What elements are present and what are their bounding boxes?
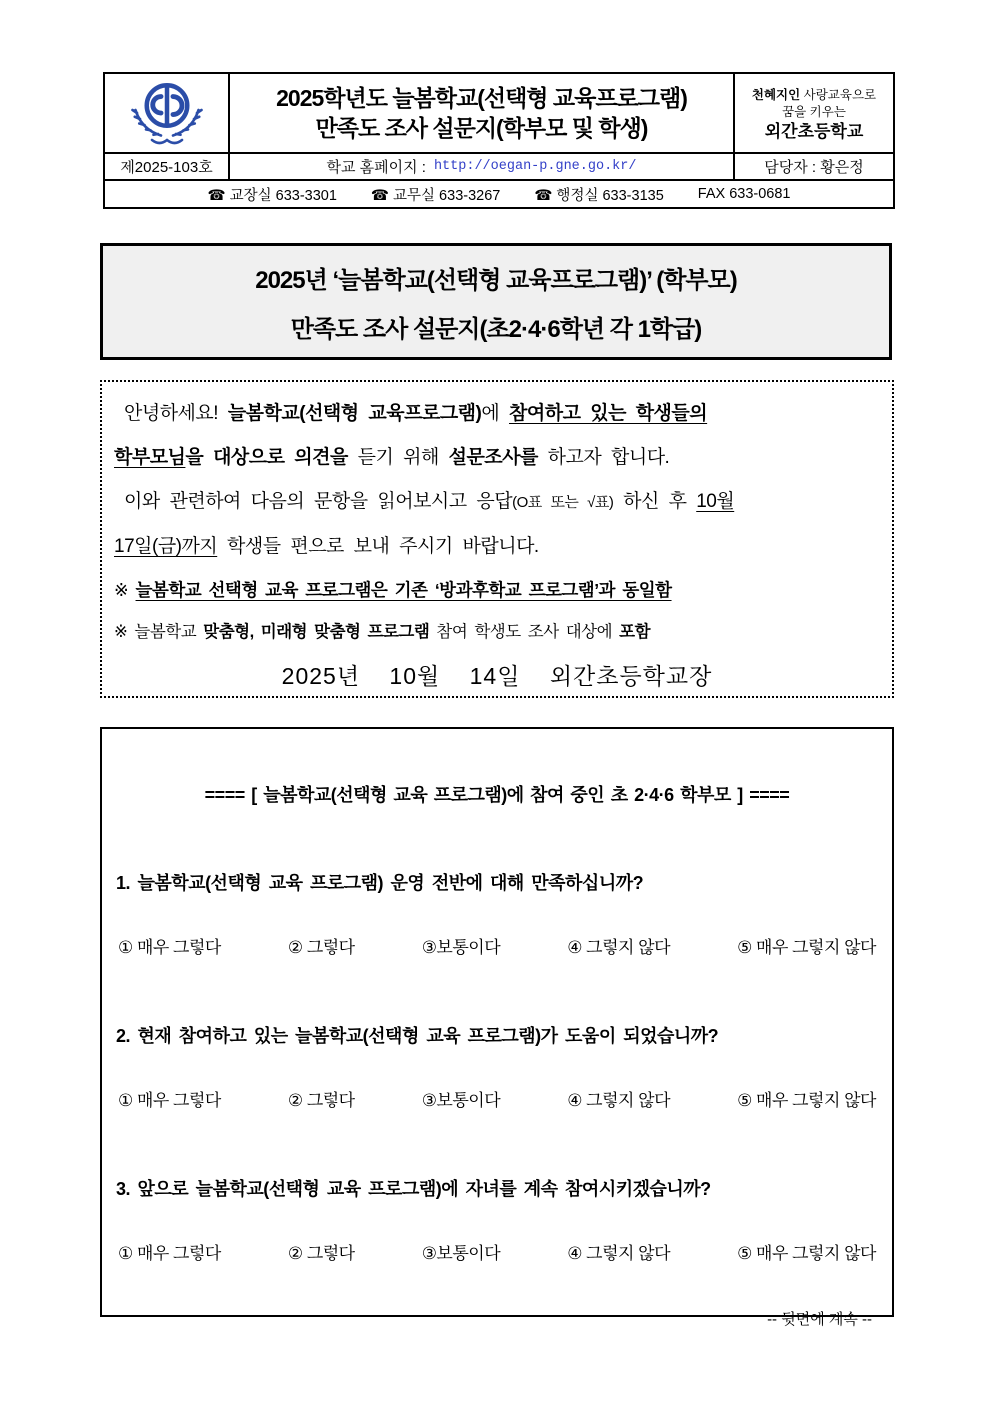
homepage-link[interactable]: http://oegan-p.gne.go.kr/ xyxy=(433,159,637,174)
fax-number: FAX 633-0681 xyxy=(697,186,791,202)
greeting-line4: 17일(금)까지 학생들 편으로 보내 주시기 바랍니다. xyxy=(114,536,539,557)
question-2-options xyxy=(116,1086,878,1111)
option-1: ① 매우 그렇다 xyxy=(118,1091,221,1110)
option-3: ③보통이다 xyxy=(421,1244,501,1263)
option-5: ⑤ 매우 그렇지 않다 xyxy=(737,1091,876,1110)
reference-mark: ※ xyxy=(114,623,135,641)
question-3: 3. 앞으로 늘봄학교(선택형 교육 프로그램)에 자녀를 계속 참여시키겠습니까? xyxy=(116,1179,711,1199)
greeting-line2: 학부모님을 대상으로 의견을 듣기 위해 설문조사를 하고자 합니다. xyxy=(114,447,670,468)
note-1: ※ 늘봄학교 선택형 교육 프로그램은 기존 ‘방과후학교 프로그램’과 동일함 xyxy=(114,580,672,600)
school-name: 외간초등학교 xyxy=(764,121,864,141)
survey-section-header: ==== [ 늘봄학교(선택형 교육 프로그램)에 참여 중인 초 2·4·6 학부모 ] ==== xyxy=(204,785,790,805)
option-2: ② 그렇다 xyxy=(287,1244,355,1263)
phone-office: ☎ 교무실 633-3267 xyxy=(370,187,501,204)
phone-admin: ☎ 행정실 633-3135 xyxy=(534,187,664,204)
greeting-box xyxy=(100,380,894,698)
option-2: ② 그렇다 xyxy=(287,1091,355,1110)
school-emblem-icon xyxy=(121,77,213,149)
manager-name: 담당자 : 황은정 xyxy=(764,159,864,176)
phone-principal: ☎ 교장실 633-3301 xyxy=(207,187,337,204)
note-2: ※ 늘봄학교 맞춤형, 미래형 맞춤형 프로그램 참여 학생도 조사 대상에 포함 xyxy=(114,623,651,641)
header-table xyxy=(103,72,895,209)
option-4: ④ 그렇지 않다 xyxy=(567,938,670,957)
option-1: ① 매우 그렇다 xyxy=(118,938,221,957)
survey-title-line1: 2025년 ‘늘봄학교(선택형 교육프로그램)’ (학부모) xyxy=(255,266,737,294)
option-5: ⑤ 매우 그렇지 않다 xyxy=(737,1244,876,1263)
question-1: 1. 늘봄학교(선택형 교육 프로그램) 운영 전반에 대해 만족하십니까? xyxy=(116,873,644,893)
question-3-options xyxy=(116,1239,878,1264)
greeting-line1: 안녕하세요! 늘봄학교(선택형 교육프로그램)에 참여하고 있는 학생들의 xyxy=(124,403,708,424)
date-signature-line: 2025년 10월 14일 외간초등학교장 xyxy=(281,663,713,689)
motto-bold: 천혜지인 xyxy=(751,87,801,102)
option-3: ③보통이다 xyxy=(421,1091,501,1110)
phone-row xyxy=(105,181,893,207)
motto-line2: 꿈을 키우는 xyxy=(782,104,846,119)
option-2: ② 그렇다 xyxy=(287,938,355,957)
document-title-line1: 2025학년도 늘봄학교(선택형 교육프로그램) xyxy=(276,85,687,111)
school-logo-cell xyxy=(105,74,230,152)
school-motto-cell xyxy=(735,74,893,152)
survey-title-line2: 만족도 조사 설문지(초2·4·6학년 각 1학급) xyxy=(290,315,702,343)
reference-mark: ※ xyxy=(114,580,136,600)
document-title-line2: 만족도 조사 설문지(학부모 및 학생) xyxy=(315,115,648,141)
document-title-cell xyxy=(230,74,735,152)
option-1: ① 매우 그렇다 xyxy=(118,1244,221,1263)
continued-on-back-note: -- 뒷면에 계속 -- xyxy=(767,1311,872,1328)
doc-number: 제2025-103호 xyxy=(105,154,230,179)
option-4: ④ 그렇지 않다 xyxy=(567,1244,670,1263)
option-4: ④ 그렇지 않다 xyxy=(567,1091,670,1110)
greeting-line3: 이와 관련하여 다음의 문항을 읽어보시고 응답(O표 또는 √표) 하신 후 10월 xyxy=(124,491,735,512)
question-2: 2. 현재 참여하고 있는 늘봄학교(선택형 교육 프로그램)가 도움이 되었습니까? xyxy=(116,1026,719,1046)
survey-box xyxy=(100,727,894,1328)
option-5: ⑤ 매우 그렇지 않다 xyxy=(737,938,876,957)
motto-rest: 사랑교육으로 xyxy=(800,87,877,102)
homepage-label: 학교 홈페이지 : xyxy=(326,159,426,176)
question-1-options xyxy=(116,933,878,958)
option-3: ③보통이다 xyxy=(421,938,501,957)
survey-title-box xyxy=(100,243,892,360)
